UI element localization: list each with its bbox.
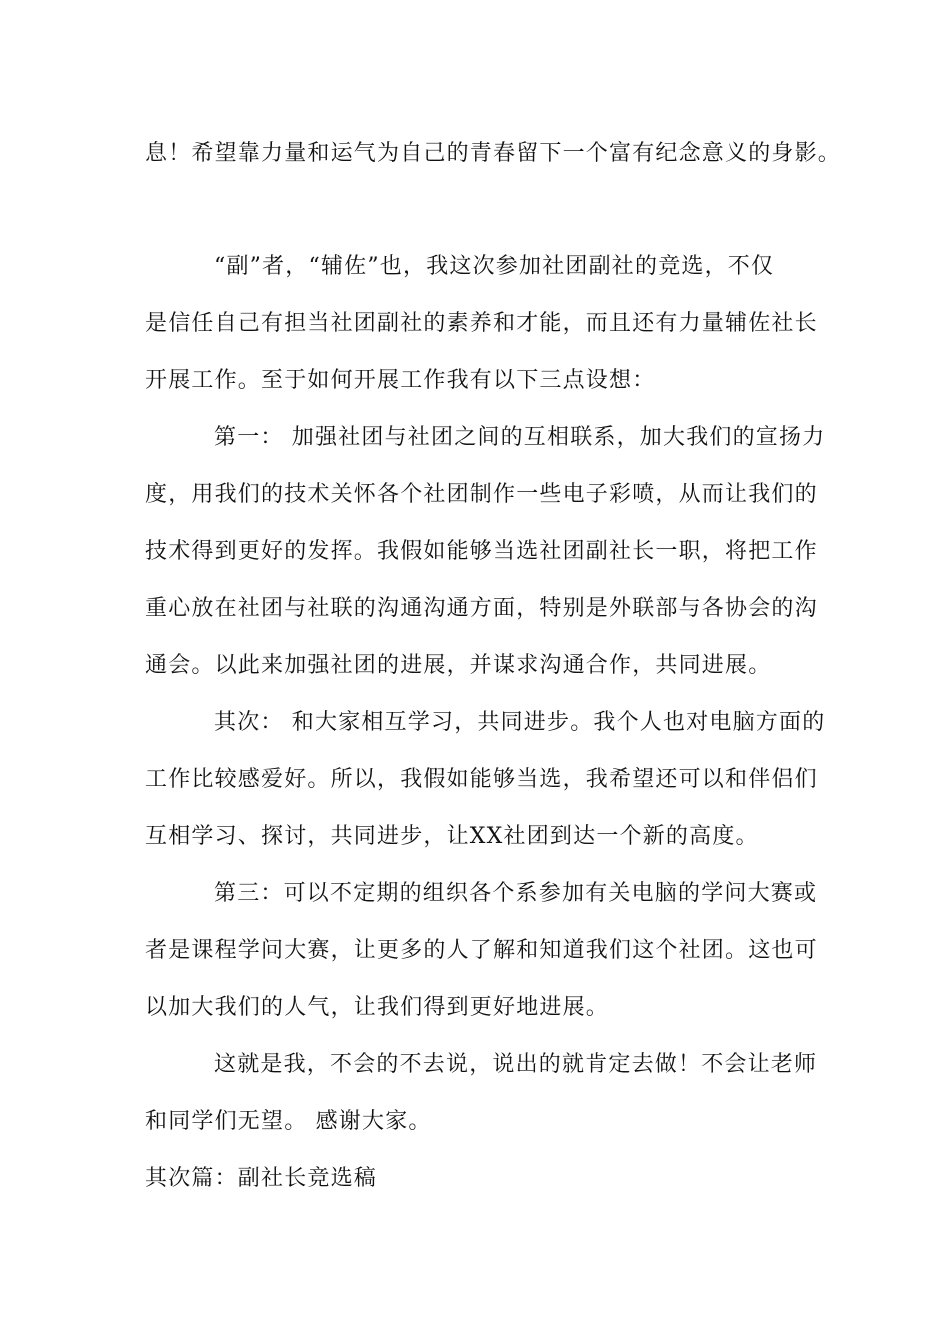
text-line: 者是课程学问大赛，让更多的人了解和知道我们这个社团。这也可	[145, 938, 818, 963]
text-line: 开展工作。至于如何开展工作我有以下三点设想：	[145, 368, 656, 393]
text-line: 第三：可以不定期的组织各个系参加有关电脑的学问大赛或	[214, 881, 818, 906]
text-line: 互相学习、探讨，共同进步，让XX社团到达一个新的高度。	[145, 824, 759, 849]
text-line: 第一： 加强社团与社团之间的互相联系，加大我们的宣扬力	[214, 425, 826, 450]
text-line: 度，用我们的技术关怀各个社团制作一些电子彩喷，从而让我们的	[145, 482, 818, 507]
text-line: 是信任自己有担当社团副社的素养和才能，而且还有力量辅佐社长	[145, 311, 818, 336]
text-line: 以加大我们的人气，让我们得到更好地进展。	[145, 995, 610, 1020]
section-heading: 其次篇：副社长竞选稿	[145, 1166, 378, 1191]
text-line: 工作比较感爱好。所以，我假如能够当选，我希望还可以和伴侣们	[145, 767, 818, 792]
text-line: 通会。以此来加强社团的进展，并谋求沟通合作，共同进展。	[145, 653, 772, 678]
text-line: 其次： 和大家相互学习，共同进步。我个人也对电脑方面的	[214, 710, 826, 735]
text-line: 这就是我，不会的不去说，说出的就肯定去做！不会让老师	[214, 1052, 818, 1077]
text-line: 重心放在社团与社联的沟通沟通方面，特别是外联部与各协会的沟	[145, 596, 818, 621]
text-line: 息！希望靠力量和运气为自己的青春留下一个富有纪念意义的身影。	[145, 141, 842, 166]
text-line: 和同学们无望。 感谢大家。	[145, 1109, 432, 1134]
text-line: 技术得到更好的发挥。我假如能够当选社团副社长一职，将把工作	[145, 539, 818, 564]
text-line: “副”者，“辅佐”也，我这次参加社团副社的竞选，不仅	[214, 254, 775, 279]
